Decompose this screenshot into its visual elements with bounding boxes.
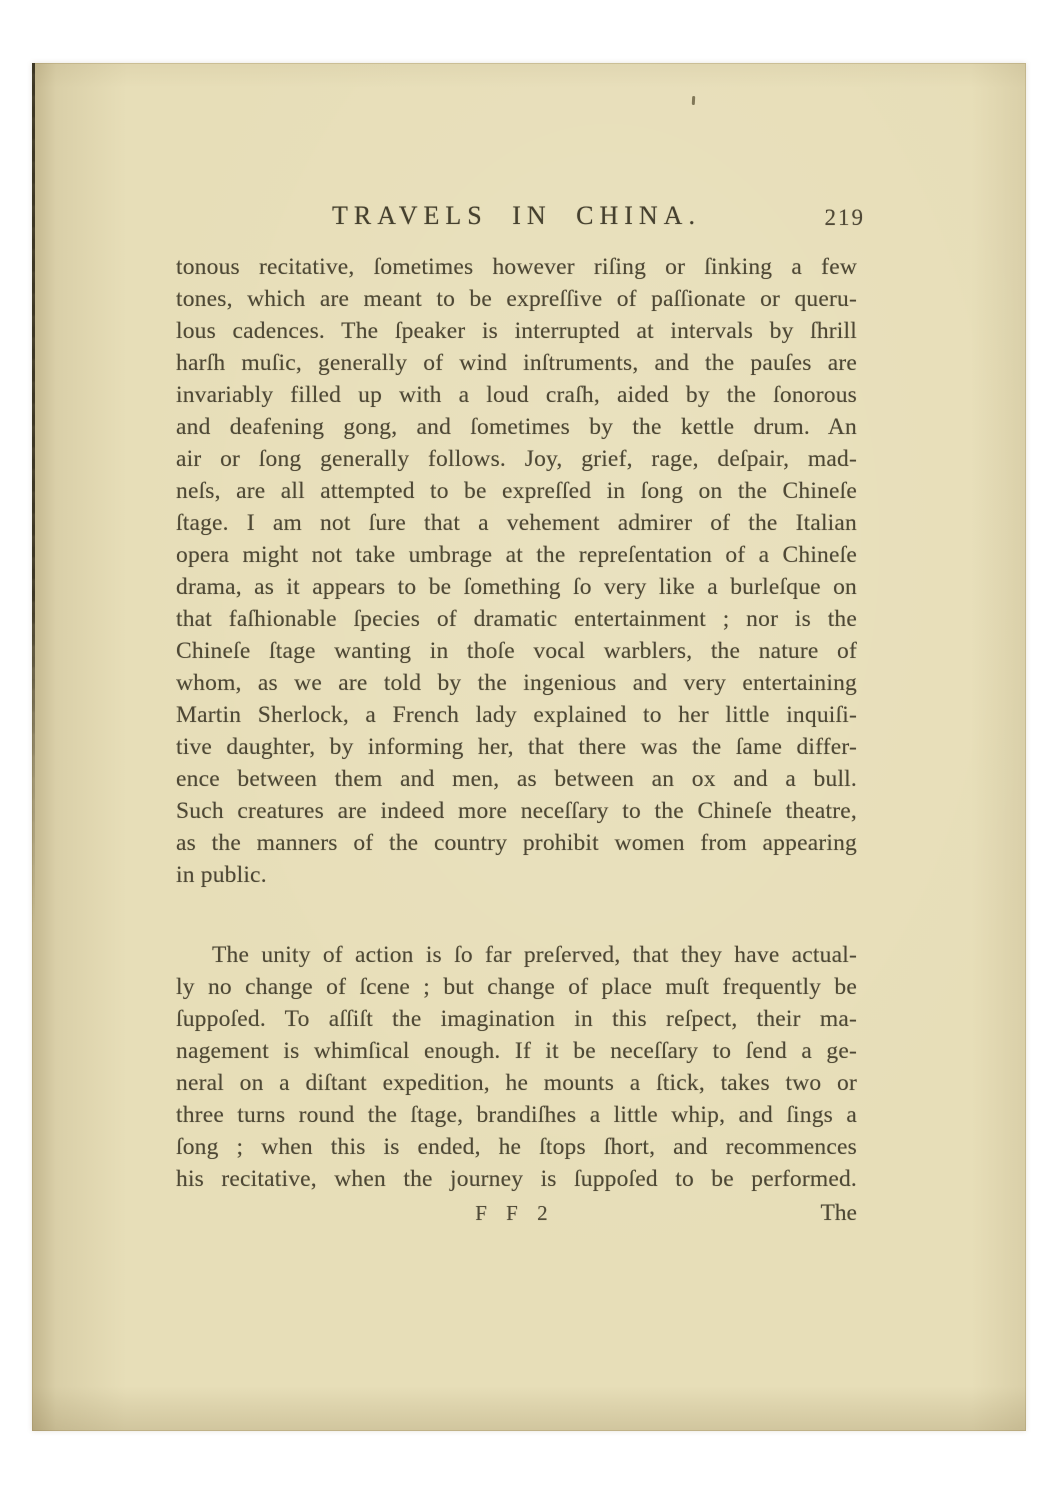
text-line: three turns round the ſtage, brandiſhes a little whip, and ſings a xyxy=(176,1102,857,1128)
text-line: Chineſe ſtage wanting in thoſe vocal warblers, the nature of xyxy=(176,638,857,664)
text-column xyxy=(176,251,857,1229)
paper-speck xyxy=(692,96,695,105)
text-line: drama, as it appears to be ſomething ſo very like a burleſque on xyxy=(176,574,857,600)
text-line: ly no change of ſcene ; but change of place muſt frequently be xyxy=(176,974,857,1000)
text-line: that faſhionable ſpecies of dramatic entertainment ; nor is the xyxy=(176,606,857,632)
running-head-title: TRAVELS IN CHINA. xyxy=(332,201,701,230)
paragraph xyxy=(176,939,857,1195)
text-line: ſong ; when this is ended, he ſtops ſhort, and recommences xyxy=(176,1134,857,1160)
text-line: whom, as we are told by the ingenious and very entertaining xyxy=(176,670,857,696)
text-line: invariably filled up with a loud craſh, aided by the ſonorous xyxy=(176,382,857,408)
page-header xyxy=(176,201,865,233)
text-line: ence between them and men, as between an ox and a bull. xyxy=(176,766,857,792)
text-line: Martin Sherlock, a French lady explained to her little inquiſi- xyxy=(176,702,857,728)
text-line: as the manners of the country prohibit women from appearing xyxy=(176,830,857,856)
text-line: nagement is whimſical enough. If it be neceſſary to ſend a ge- xyxy=(176,1038,857,1064)
text-line: The unity of action is ſo far preſerved, that they have actual- xyxy=(212,942,857,968)
text-line: his recitative, when the journey is ſuppoſed to be performed. xyxy=(176,1166,857,1192)
text-line: lous cadences. The ſpeaker is interrupted at intervals by ſhrill xyxy=(176,318,857,344)
text-line: opera might not take umbrage at the repreſentation of a Chineſe xyxy=(176,542,857,568)
binding-edge xyxy=(32,63,35,923)
paragraph xyxy=(176,251,857,891)
book-page-scan xyxy=(32,63,1026,1431)
page-number: 219 xyxy=(824,205,865,230)
signature-mark: F F 2 xyxy=(475,1201,555,1225)
text-line: neſs, are all attempted to be expreſſed in ſong on the Chineſe xyxy=(176,478,857,504)
catchword: The xyxy=(820,1200,857,1226)
text-line: neral on a diſtant expedition, he mounts a ſtick, takes two or xyxy=(176,1070,857,1096)
text-line: tonous recitative, ſometimes however riſing or ſinking a few xyxy=(176,254,857,280)
text-line: ſtage. I am not ſure that a vehement admirer of the Italian xyxy=(176,510,857,536)
text-line: Such creatures are indeed more neceſſary to the Chineſe theatre, xyxy=(176,798,857,824)
text-line: air or ſong generally follows. Joy, grief, rage, deſpair, mad- xyxy=(176,446,857,472)
footer-row xyxy=(176,1197,857,1229)
text-line: tones, which are meant to be expreſſive of paſſionate or queru- xyxy=(176,286,857,312)
text-line: tive daughter, by informing her, that there was the ſame differ- xyxy=(176,734,857,760)
text-line: harſh muſic, generally of wind inſtruments, and the pauſes are xyxy=(176,350,857,376)
text-line: in public. xyxy=(176,862,267,888)
text-line: and deafening gong, and ſometimes by the kettle drum. An xyxy=(176,414,857,440)
text-line: ſuppoſed. To aſſiſt the imagination in this reſpect, their ma- xyxy=(176,1006,857,1032)
body-text xyxy=(176,251,857,1195)
